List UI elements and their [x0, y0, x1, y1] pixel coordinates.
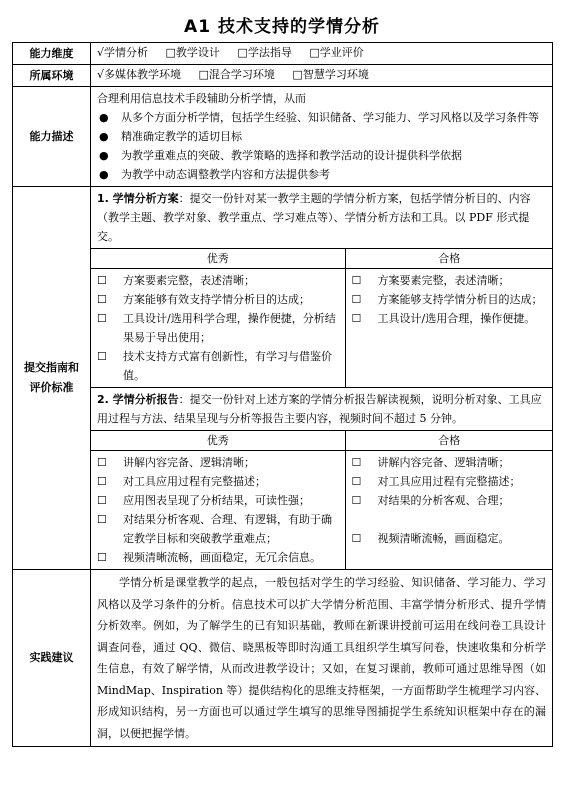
checkbox-icon: ☐: [97, 293, 107, 306]
dimension-option: □学业评价: [309, 46, 364, 59]
criteria-text: 对结果的分析客观、合理；: [377, 494, 510, 507]
checkbox-icon: ☐: [97, 274, 107, 287]
description-row: [13, 87, 553, 187]
page-title: A1 技术支持的学情分析: [184, 17, 380, 37]
criteria-text: 讲解内容完备、逻辑清晰；: [377, 456, 510, 469]
excellent-criteria: [91, 269, 345, 388]
description-bullet: 为教学中动态调整教学内容和方法提供参考: [121, 168, 330, 181]
criteria-text: 方案要素完整，表述清晰；: [377, 274, 510, 287]
pass-criteria: [345, 451, 553, 570]
bullet-icon: ●: [99, 149, 109, 162]
criteria-item: [346, 491, 554, 510]
checkbox-icon: ☐: [97, 312, 107, 325]
dimension-option: √学情分析: [97, 46, 149, 59]
criteria-item: [91, 472, 345, 491]
criteria-item: [91, 290, 345, 309]
criteria-item: [346, 309, 554, 328]
description-intro: 合理利用信息技术手段辅助分析学情，从而: [97, 92, 306, 105]
criteria-text: 对工具应用过程有完整描述；: [123, 475, 266, 488]
section-1-description: [91, 187, 553, 249]
checkbox-icon: ☐: [351, 494, 362, 507]
criteria-item: [346, 472, 554, 491]
pass-criteria: [345, 269, 553, 388]
practice-content: [91, 570, 553, 747]
checkbox-icon: ☐: [97, 494, 107, 507]
description-content: [91, 87, 553, 187]
checkbox-icon: ☐: [97, 456, 107, 469]
section-2-text: ：提交一份针对上述方案的学情分析报告解读视频，说明分析对象、工具应用过程与方法、结果呈现与分析等报告主要内容，视频时间不超过 5 分钟。: [97, 393, 542, 425]
criteria-table: [91, 187, 553, 569]
dimension-label: 能力维度: [13, 43, 91, 65]
guide-row: [13, 187, 553, 570]
guide-label: [13, 187, 91, 570]
criteria-text: 方案能够有效支持学情分析目的达成；: [123, 293, 310, 306]
criteria-text: 方案能够支持学情分析目的达成；: [377, 293, 543, 306]
criteria-item: [91, 271, 345, 290]
checkbox-icon: ☐: [351, 293, 362, 306]
criteria-text: 应用图表呈现了分析结果，可读性强；: [123, 494, 310, 507]
criteria-item: [91, 453, 345, 472]
criteria-item: [346, 290, 554, 309]
environment-option: □混合学习环境: [198, 68, 275, 81]
checkbox-icon: ☐: [97, 475, 107, 488]
excellent-header: 优秀: [91, 249, 345, 269]
criteria-item: [91, 347, 345, 385]
environment-label: 所属环境: [13, 65, 91, 87]
bullet-icon: ●: [99, 168, 109, 181]
section-1-text: ：提交一份针对某一教学主题的学情分析方案，包括学情分析目的、内容（教学主题、教学对象、教学重点、学习难点等）、学情分析方法和工具。以 PDF 形式提交。: [97, 192, 531, 243]
criteria-item: [91, 548, 345, 567]
dimension-option: □教学设计: [165, 46, 220, 59]
criteria-item: [346, 529, 554, 548]
description-bullet: 从多个方面分析学情，包括学生经验、知识储备、学习能力、学习风格以及学习条件等: [121, 111, 539, 124]
description-bullet: 为教学重难点的突破、教学策略的选择和教学活动的设计提供科学依据: [121, 149, 462, 162]
checkbox-icon: ☐: [351, 456, 362, 469]
bullet-icon: ●: [99, 111, 109, 124]
section-2-heading: 2. 学情分析报告: [97, 393, 179, 406]
environment-option: □智慧学习环境: [292, 68, 369, 81]
checkbox-icon: ☐: [97, 513, 107, 526]
criteria-text: 视频清晰流畅，画面稳定，无冗余信息。: [123, 551, 321, 564]
ability-table: [12, 42, 553, 747]
criteria-text: 对结果分析客观、合理、有逻辑，有助于确定教学目标和突破教学重难点；: [123, 513, 332, 545]
criteria-text: 工具设计/选用合理，操作便捷。: [377, 312, 536, 325]
excellent-header: 优秀: [91, 431, 345, 451]
checkbox-icon: ☐: [351, 532, 362, 545]
guide-label-line: 评价标准: [29, 381, 74, 394]
dimension-option: □学法指导: [237, 46, 292, 59]
criteria-item: [91, 491, 345, 510]
dimension-row: [13, 43, 553, 65]
practice-row: [13, 570, 553, 747]
section-2-description: [91, 388, 553, 431]
description-label: 能力描述: [13, 87, 91, 187]
checkbox-icon: ☐: [97, 350, 107, 363]
description-bullet: 精准确定教学的适切目标: [121, 130, 242, 143]
checkbox-icon: ☐: [351, 312, 362, 325]
criteria-item: [346, 271, 554, 290]
criteria-text: 视频清晰流畅，画面稳定。: [377, 532, 510, 545]
criteria-text: 技术支持方式富有创新性，有学习与借鉴价值。: [123, 350, 332, 382]
criteria-text: 对工具应用过程有完整描述；: [377, 475, 521, 488]
environment-option: √多媒体教学环境: [97, 68, 182, 81]
criteria-text: 讲解内容完备、逻辑清晰；: [123, 456, 255, 469]
criteria-item: [91, 309, 345, 347]
criteria-item: [346, 453, 554, 472]
bullet-icon: ●: [99, 130, 109, 143]
section-1-heading: 1. 学情分析方案: [97, 192, 179, 205]
checkbox-icon: ☐: [351, 475, 362, 488]
guide-content: [91, 187, 553, 570]
practice-text: 学情分析是课堂教学的起点，一般包括对学生的学习经验、知识储备、学习能力、学习风格以及学习条件的分析。信息技术可以扩大学情分析范围、丰富学情分析形式、提升学情分析效率。例如，为了解学生的已有知识基础，教师在新课讲授前可运用在线问卷工具设计调查问卷，通过 QQ、微信、晓黑板等即时沟通工具组织学生填写问卷，快速收集和分析学生信息，有效了解学情，从而改进教学设计；又如，在复习课前，教师可通过思维导图（如 MindMap、Inspiration 等）提供结构化的思维支持框架，一方面帮助学生梳理学习内容、形成知识结构，另一方面也可以通过学生填写的思维导图捕捉学生系统知识框架中存在的漏洞，以便把握学情。: [97, 576, 546, 740]
dimension-options: [91, 43, 553, 65]
pass-header: 合格: [345, 249, 553, 269]
checkbox-icon: ☐: [351, 274, 362, 287]
pass-header: 合格: [345, 431, 553, 451]
environment-row: [13, 65, 553, 87]
criteria-text: 方案要素完整，表述清晰；: [123, 274, 255, 287]
guide-label-line: 提交指南和: [24, 361, 79, 374]
checkbox-icon: ☐: [97, 551, 107, 564]
environment-options: [91, 65, 553, 87]
excellent-criteria: [91, 451, 345, 570]
practice-label: 实践建议: [13, 570, 91, 747]
criteria-item: [91, 510, 345, 548]
criteria-text: 工具设计/选用科学合理，操作便捷，分析结果易于导出使用；: [123, 312, 336, 344]
